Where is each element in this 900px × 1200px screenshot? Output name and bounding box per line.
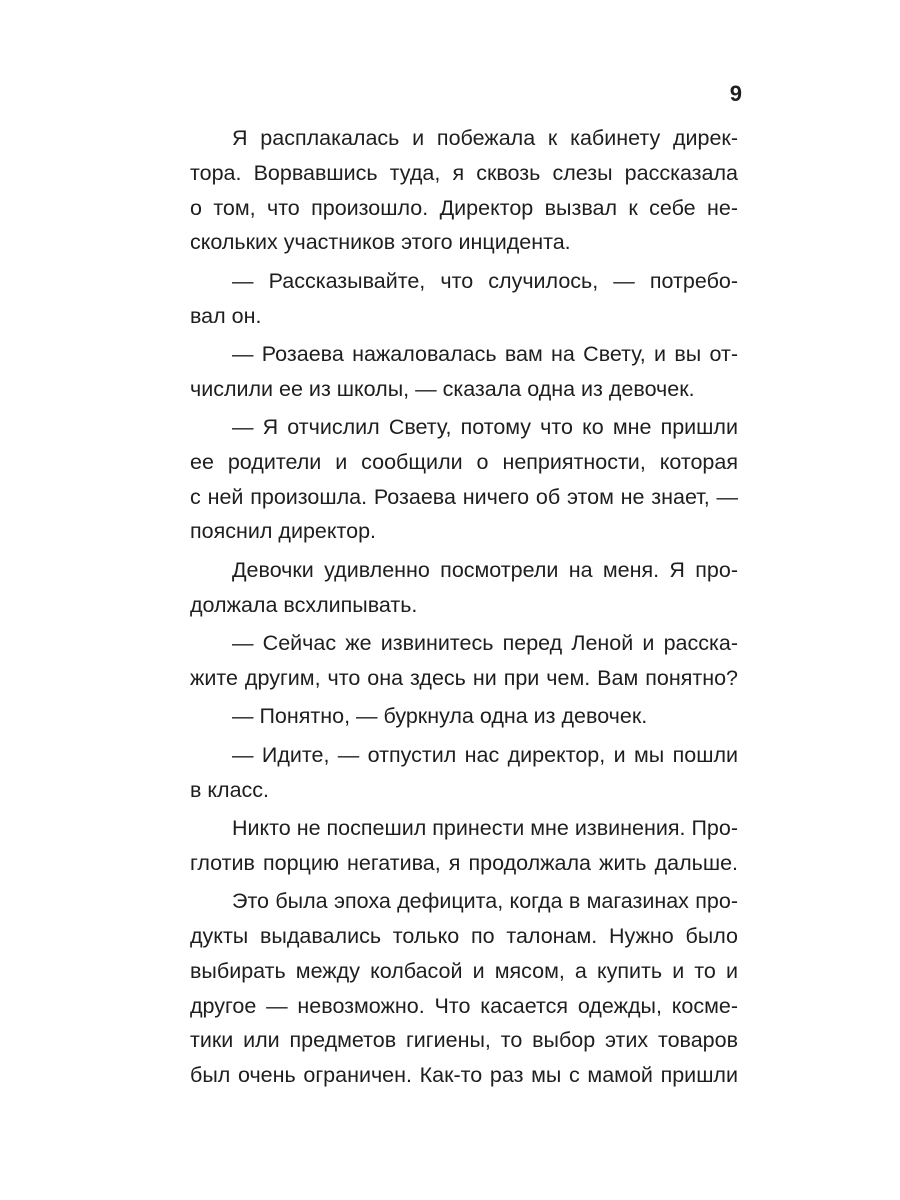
text-line: глотив порцию негатива, я продолжала жить дальше. (190, 850, 738, 875)
text-line: дукты выдавались только по талонам. Нужно было (190, 924, 738, 949)
text-line: — Идите, — отпустил нас директор, и мы пошли (232, 742, 738, 767)
text-line: должала всхлипывать. (190, 592, 418, 617)
text-line: Девочки удивленно посмотрели на меня. Я про- (232, 557, 738, 582)
text-line: выбирать между колбасой и мясом, а купить и то и (190, 958, 738, 983)
text-line: вал он. (190, 303, 262, 328)
text-line: — Я отчислил Свету, потому что ко мне пришли (232, 415, 738, 440)
text-line: — Сейчас же извинитесь перед Леной и расска- (232, 631, 738, 656)
text-line: с ней произошла. Розаева ничего об этом не знает, — (190, 484, 738, 509)
text-line: другое — невозможно. Что касается одежды, косме- (190, 993, 738, 1018)
text-line: — Рассказывайте, что случилось, — потребо- (232, 268, 738, 293)
text-line: числили ее из школы, — сказала одна из девочек. (190, 376, 695, 401)
page-number: 9 (729, 81, 742, 106)
text-line: Это была эпоха дефицита, когда в магазинах про- (232, 889, 738, 914)
text-line: — Розаева нажаловалась вам на Свету, и вы от- (232, 341, 738, 366)
text-line: был очень ограничен. Как-то раз мы с мамой пришли (190, 1063, 738, 1088)
text-line: тора. Ворвавшись туда, я сквозь слезы рассказала (190, 160, 738, 185)
text-line: тики или предметов гигиены, то выбор этих товаров (190, 1028, 738, 1053)
text-line: Никто не поспешил принести мне извинения. Про- (232, 816, 738, 841)
text-line: пояснил директор. (190, 519, 377, 544)
text-line: Я расплакалась и побежала к кабинету дирек- (232, 126, 738, 150)
text-line: скольких участников этого инцидента. (190, 230, 571, 255)
text-line: жите другим, что она здесь ни при чем. Вам понятно? (190, 665, 738, 690)
text-line: о том, что произошло. Директор вызвал к себе не- (190, 195, 738, 220)
text-line: — Понятно, — буркнула одна из девочек. (232, 704, 648, 729)
text-line: ее родители и сообщили о неприятности, которая (190, 449, 738, 474)
body-text (190, 121, 738, 1093)
text-line: в класс. (190, 777, 270, 802)
